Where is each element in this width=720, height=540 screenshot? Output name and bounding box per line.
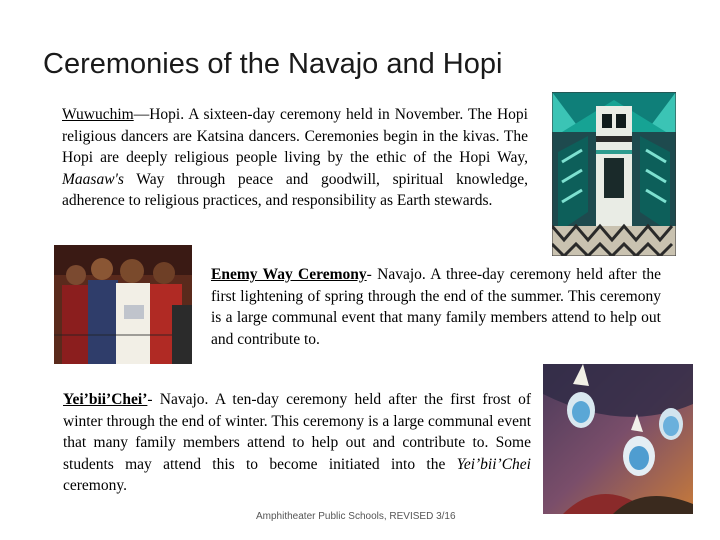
wuwuchim-text-b: Way through peace and goodwill, spiritual knowledge, adherence to religious practices, and responsibility as Earth stewards. [62, 170, 528, 209]
wuwuchim-paragraph [62, 104, 528, 212]
enemy-way-text: - Navajo. A three-day ceremony held after the first lightening of spring through the end of the summer. This ceremony is a large communal event that many family members attend to help out and contribute to. [211, 266, 662, 348]
yeibichei-paragraph [63, 389, 531, 497]
slide-title: Ceremonies of the Navajo and Hopi [43, 48, 503, 80]
yeibichei-text-b: ceremony. [63, 477, 127, 494]
yeibichei-painting [543, 364, 693, 514]
yeibichei-italic: Yei’bii’Chei [456, 455, 531, 473]
enemy-way-painting [54, 245, 192, 364]
hopi-katsina-painting [552, 92, 676, 256]
yeibichei-text-a: - Navajo. A ten-day ceremony held after the first frost of winter through the end of winter. This ceremony is a large communal event that many family members attend to help out and contribute to. Some students may attend this to become initiated into the [63, 391, 531, 473]
enemy-way-paragraph [211, 264, 661, 350]
wuwuchim-term: Wuwuchim [62, 106, 134, 123]
wuwuchim-text-a: —Hopi. A sixteen-day ceremony held in November. The Hopi religious dancers are Katsina dancers. Ceremonies begin in the kivas. The Hopi are deeply religious people living by the ethic of the Hopi Way, [62, 106, 528, 166]
wuwuchim-italic: Maasaw's [62, 170, 124, 188]
enemy-way-term: Enemy Way Ceremony [211, 266, 367, 283]
footer-text: Amphitheater Public Schools, REVISED 3/16 [256, 511, 456, 522]
yeibichei-term: Yei’bii’Chei’ [63, 391, 148, 408]
